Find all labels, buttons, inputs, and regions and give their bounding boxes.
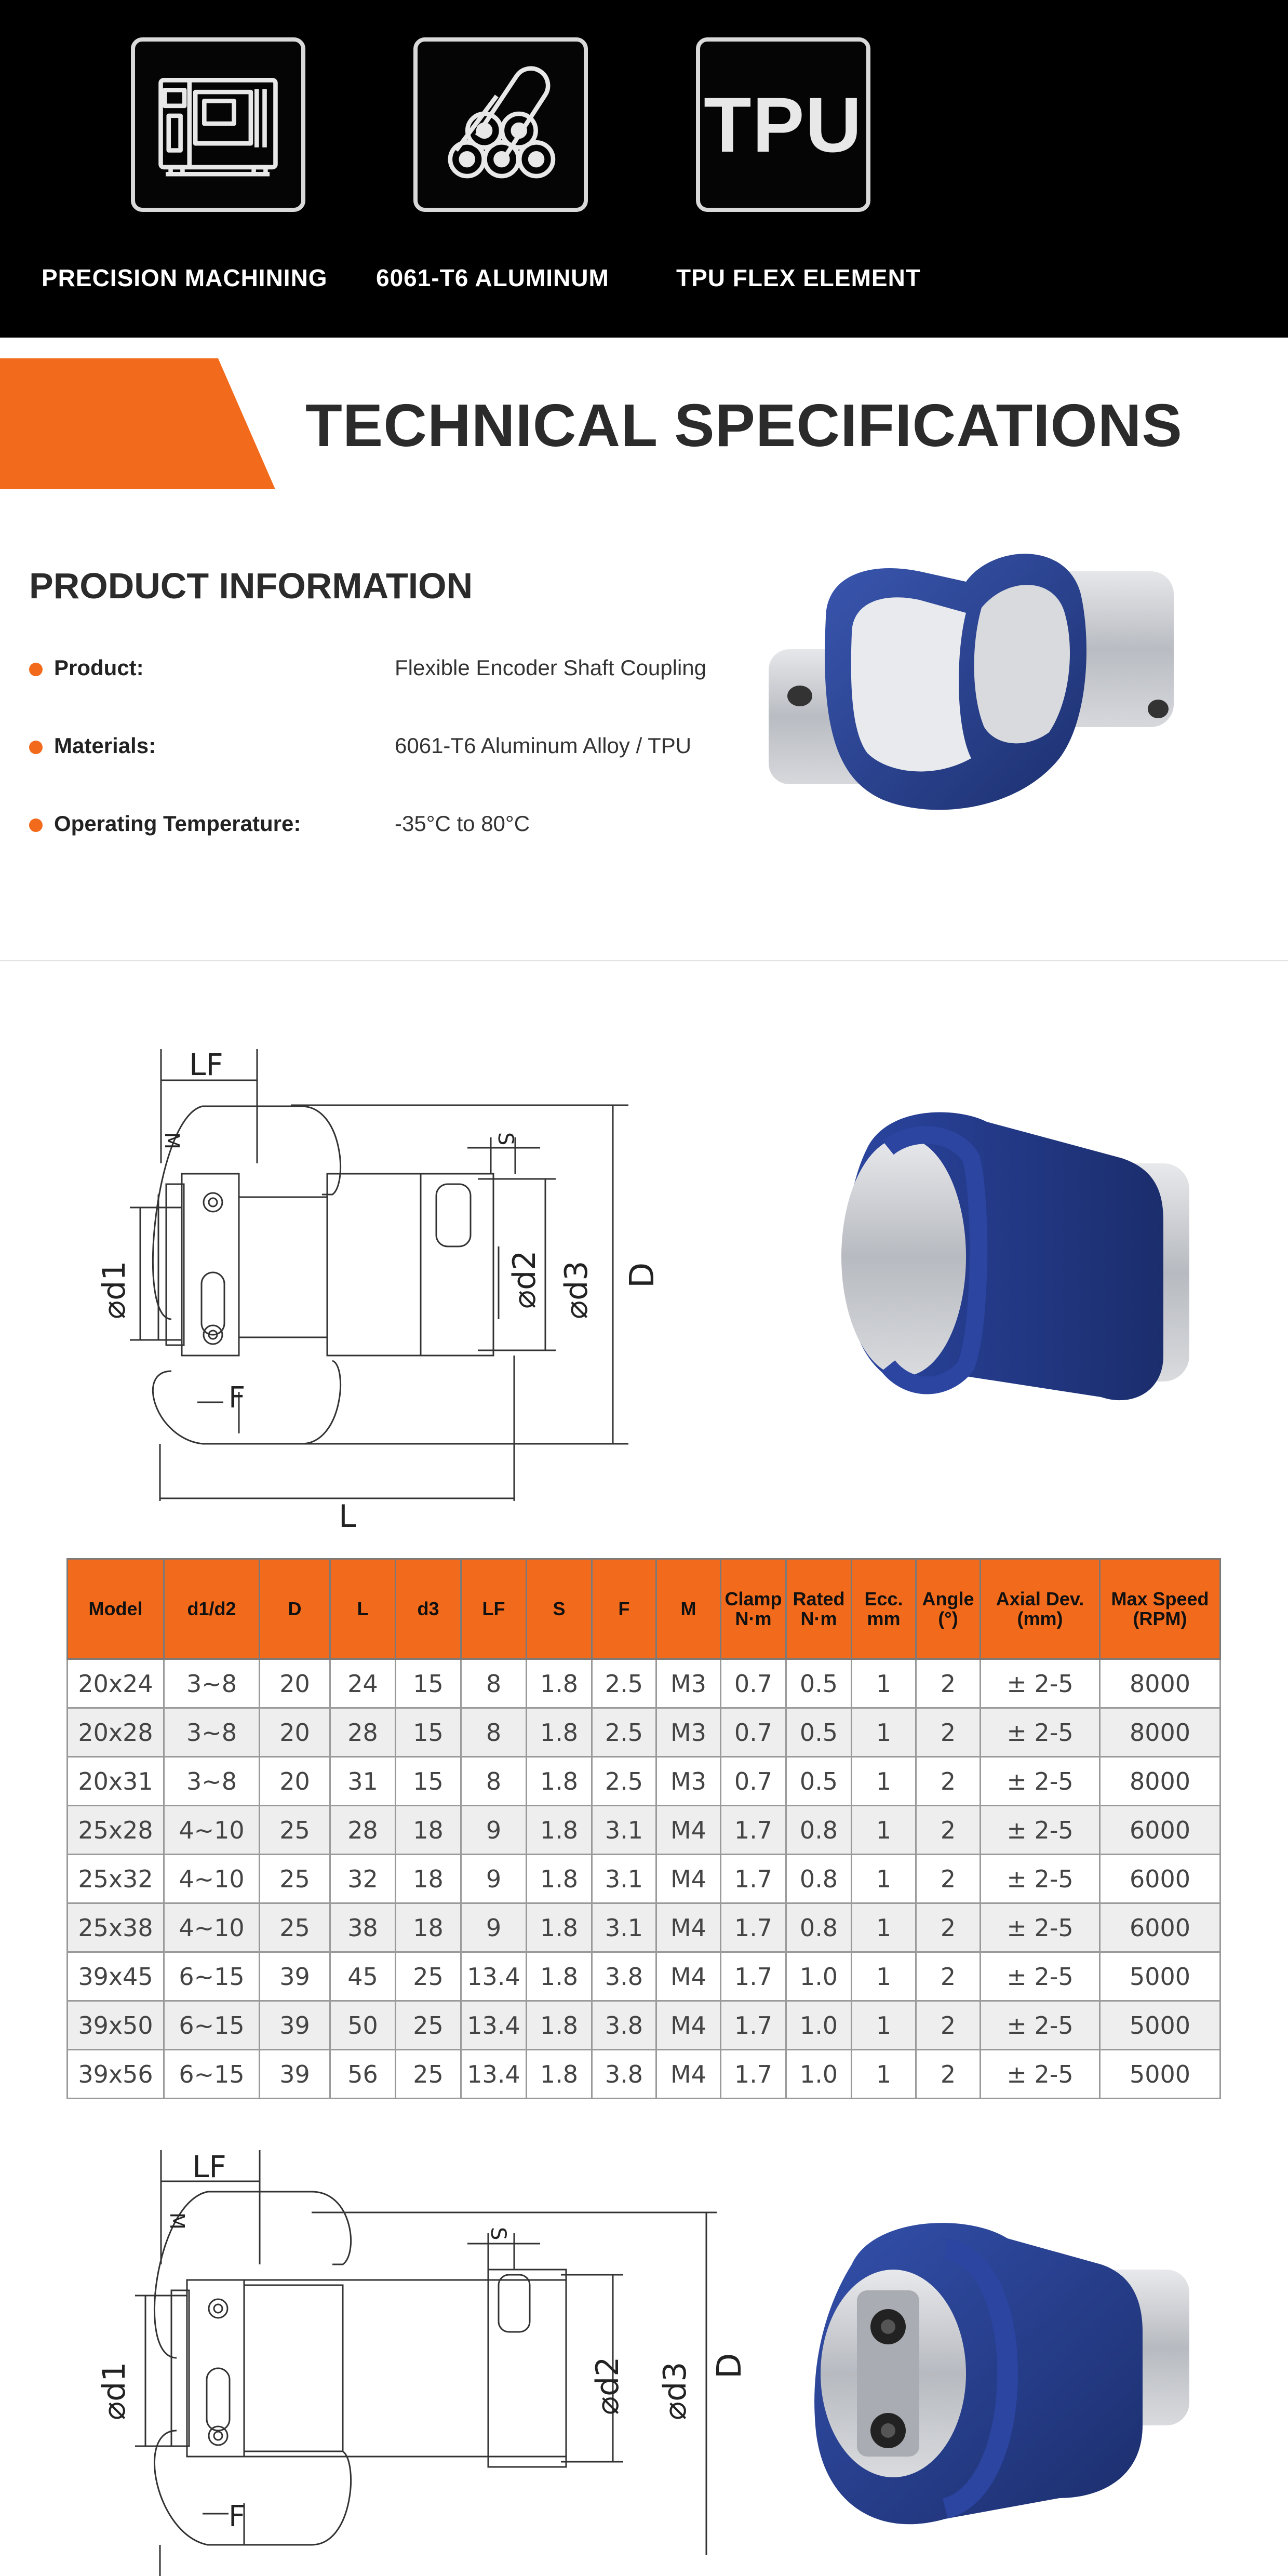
dim-label-m: M [166,2212,189,2230]
table-cell: 1.7 [721,1806,786,1855]
table-cell: 18 [396,1855,461,1903]
col-header: Axial Dev. (mm) [981,1559,1100,1659]
table-cell: ± 2-5 [981,2050,1100,2099]
feature-band [0,0,1288,338]
col-header: Clamp N·m [721,1559,786,1659]
col-header: D [260,1559,330,1659]
table-cell: 2 [916,2001,981,2050]
table-cell: 2 [916,2050,981,2099]
table-cell: 39 [260,2050,330,2099]
table-cell: 1.8 [527,2050,592,2099]
feature-label-machining: PRECISION MACHINING [42,264,328,291]
table-cell: 0.5 [786,1708,852,1757]
aluminum-bars-icon [413,37,588,212]
table-cell: 2 [916,1806,981,1855]
info-value: Flexible Encoder Shaft Coupling [395,655,707,680]
table-cell: ± 2-5 [981,2001,1100,2050]
table-cell: 15 [396,1708,461,1757]
table-cell: 1.0 [786,2001,852,2050]
col-header: Rated N·m [786,1559,852,1659]
table-cell: 39x50 [68,2001,164,2050]
feature-label-aluminum: 6061-T6 ALUMINUM [376,264,609,291]
table-cell: 13.4 [461,1952,527,2001]
table-cell: 28 [330,1708,396,1757]
table-cell: M3 [656,1708,721,1757]
table-cell: M4 [656,1952,721,2001]
table-cell: 1.7 [721,1903,786,1952]
table-cell: 3.8 [592,1952,656,2001]
bullet-icon [29,663,43,676]
table-cell: 25 [396,2001,461,2050]
table-cell: 1.7 [721,2050,786,2099]
table-cell: 9 [461,1903,527,1952]
feature-label-tpu: TPU FLEX ELEMENT [676,264,921,291]
col-header: L [330,1559,396,1659]
table-cell: M4 [656,2001,721,2050]
table-cell: 2 [916,1952,981,2001]
table-cell: 1.8 [527,1952,592,2001]
table-cell: 38 [330,1903,396,1952]
table-cell: 1 [852,1806,916,1855]
table-cell: 3~8 [164,1659,260,1708]
table-cell: 31 [330,1757,396,1806]
table-cell: 8000 [1100,1757,1220,1806]
col-header: F [592,1559,656,1659]
table-row [68,1708,1220,1757]
table-cell: 0.7 [721,1708,786,1757]
table-cell: 25x32 [68,1855,164,1903]
table-cell: 6~15 [164,2050,260,2099]
table-cell: 5000 [1100,2001,1220,2050]
col-header: M [656,1559,721,1659]
section-divider [0,960,1288,961]
dim-label-d2: ⌀d2 [506,1250,543,1309]
col-header: Max Speed (RPM) [1100,1559,1220,1659]
col-header: Ecc. mm [852,1559,916,1659]
table-row [68,2001,1220,2050]
table-cell: 45 [330,1952,396,2001]
table-cell: 1 [852,1757,916,1806]
table-cell: 1.8 [527,1757,592,1806]
table-cell: 3.1 [592,1855,656,1903]
tpu-badge-icon [696,37,870,212]
dim-label-m: M [160,1132,183,1149]
table-cell: 1.0 [786,2050,852,2099]
product-info-heading: PRODUCT INFORMATION [29,566,473,606]
table-cell: 1.8 [527,1659,592,1708]
dim-label-lf: LF [189,1047,223,1082]
table-cell: 4~10 [164,1903,260,1952]
info-row-product [29,651,756,682]
header-accent-tab [0,358,275,489]
table-cell: 13.4 [461,2001,527,2050]
table-row [68,1757,1220,1806]
dim-label-d2: ⌀d2 [589,2356,626,2415]
col-header: d1/d2 [164,1559,260,1659]
table-cell: 6000 [1100,1855,1220,1903]
table-cell: 1 [852,2050,916,2099]
dim-label-d3: ⌀d3 [657,2362,693,2420]
table-cell: 24 [330,1659,396,1708]
table-cell: 39 [260,2001,330,2050]
info-row-temperature [29,807,756,838]
info-value: -35°C to 80°C [395,811,530,836]
table-cell: 2 [916,1708,981,1757]
table-cell: ± 2-5 [981,1708,1100,1757]
table-cell: 0.5 [786,1659,852,1708]
table-cell: 2 [916,1855,981,1903]
dim-label-l: L [339,1498,356,1535]
info-row-materials [29,729,756,760]
table-cell: 20x31 [68,1757,164,1806]
table-cell: 25 [396,2050,461,2099]
table-row [68,1952,1220,2001]
table-cell: 3~8 [164,1757,260,1806]
table-cell: 39 [260,1952,330,2001]
table-row [68,2050,1220,2099]
table-cell: 0.8 [786,1903,852,1952]
technical-drawing-2 [73,2140,758,2576]
table-cell: 1 [852,2001,916,2050]
dim-label-s: S [493,1132,517,1146]
coupling-photo-3 [789,2207,1205,2560]
table-cell: 1.8 [527,1855,592,1903]
table-cell: 13.4 [461,2050,527,2099]
table-cell: M4 [656,1855,721,1903]
table-cell: 5000 [1100,1952,1220,2001]
col-header: LF [461,1559,527,1659]
table-header-row [68,1559,1220,1659]
table-cell: 1.7 [721,1855,786,1903]
spec-table [66,1558,1221,2099]
table-cell: 18 [396,1903,461,1952]
table-row [68,1855,1220,1903]
table-cell: 0.5 [786,1757,852,1806]
table-row [68,1659,1220,1708]
table-cell: 8 [461,1708,527,1757]
table-cell: 28 [330,1806,396,1855]
col-header: Angle (°) [916,1559,981,1659]
dim-label-f: F [229,1381,246,1415]
table-cell: ± 2-5 [981,1952,1100,2001]
table-cell: 20x24 [68,1659,164,1708]
table-cell: 1.7 [721,1952,786,2001]
col-header: Model [68,1559,164,1659]
table-cell: 1.8 [527,2001,592,2050]
table-cell: 2 [916,1757,981,1806]
table-cell: 3.8 [592,2050,656,2099]
table-cell: 1 [852,1659,916,1708]
table-cell: 4~10 [164,1806,260,1855]
table-cell: 32 [330,1855,396,1903]
table-cell: 2 [916,1903,981,1952]
col-header: S [527,1559,592,1659]
table-cell: 20 [260,1659,330,1708]
table-cell: 1.8 [527,1903,592,1952]
table-cell: 8000 [1100,1708,1220,1757]
table-cell: 1 [852,1903,916,1952]
dim-label-lf: LF [192,2149,226,2184]
table-cell: 3.8 [592,2001,656,2050]
table-cell: 25x38 [68,1903,164,1952]
table-cell: 18 [396,1806,461,1855]
table-cell: 20x28 [68,1708,164,1757]
table-cell: M4 [656,1806,721,1855]
table-cell: 8000 [1100,1659,1220,1708]
table-cell: 1.8 [527,1806,592,1855]
table-cell: 2.5 [592,1757,656,1806]
coupling-photo-1 [748,530,1215,883]
table-cell: M3 [656,1659,721,1708]
table-cell: 0.7 [721,1757,786,1806]
table-cell: M3 [656,1757,721,1806]
table-cell: 25 [260,1855,330,1903]
table-cell: 0.8 [786,1806,852,1855]
table-cell: 9 [461,1806,527,1855]
dim-label-d3: ⌀d3 [558,1260,595,1319]
table-cell: 2 [916,1659,981,1708]
dim-label-f: F [229,2500,246,2533]
table-cell: 20 [260,1708,330,1757]
dim-label-s: S [486,2227,510,2240]
dim-label-d-outer: D [710,2353,749,2379]
table-cell: 25 [396,1952,461,2001]
table-cell: 4~10 [164,1855,260,1903]
table-cell: 25x28 [68,1806,164,1855]
table-cell: ± 2-5 [981,1806,1100,1855]
table-cell: 3.1 [592,1903,656,1952]
table-cell: 0.8 [786,1855,852,1903]
table-cell: 1.0 [786,1952,852,2001]
table-cell: 3~8 [164,1708,260,1757]
table-cell: 1 [852,1855,916,1903]
table-cell: 39x45 [68,1952,164,2001]
table-cell: 0.7 [721,1659,786,1708]
table-cell: 5000 [1100,2050,1220,2099]
table-cell: 56 [330,2050,396,2099]
table-cell: M4 [656,1903,721,1952]
coupling-photo-2 [810,1085,1226,1459]
table-cell: 6000 [1100,1806,1220,1855]
table-cell: 9 [461,1855,527,1903]
bullet-icon [29,819,43,832]
table-cell: 50 [330,2001,396,2050]
table-cell: 1.7 [721,2001,786,2050]
table-cell: ± 2-5 [981,1903,1100,1952]
table-cell: M4 [656,2050,721,2099]
dim-label-d-outer: D [623,1262,662,1288]
table-cell: 8 [461,1659,527,1708]
technical-drawing-1 [73,1028,717,1537]
cnc-machine-icon [131,37,305,212]
table-cell: 6000 [1100,1903,1220,1952]
bullet-icon [29,741,43,754]
info-label: Operating Temperature: [54,811,301,836]
table-cell: 6~15 [164,2001,260,2050]
table-row [68,1806,1220,1855]
table-cell: 2.5 [592,1708,656,1757]
table-cell: 8 [461,1757,527,1806]
info-value: 6061-T6 Aluminum Alloy / TPU [395,733,692,758]
table-cell: ± 2-5 [981,1855,1100,1903]
table-cell: 1 [852,1952,916,2001]
table-cell: ± 2-5 [981,1659,1100,1708]
table-cell: 2.5 [592,1659,656,1708]
info-label: Product: [54,655,144,680]
table-cell: 3.1 [592,1806,656,1855]
table-cell: 15 [396,1757,461,1806]
table-row [68,1903,1220,1952]
table-cell: 1 [852,1708,916,1757]
col-header: d3 [396,1559,461,1659]
info-label: Materials: [54,733,156,758]
tpu-badge-text: TPU [704,81,863,168]
table-cell: 25 [260,1903,330,1952]
table-cell: 1.8 [527,1708,592,1757]
table-cell: 6~15 [164,1952,260,2001]
dim-label-d1: ⌀d1 [96,1260,132,1319]
table-cell: 20 [260,1757,330,1806]
dim-label-d1: ⌀d1 [96,2362,132,2420]
table-cell: 15 [396,1659,461,1708]
table-cell: ± 2-5 [981,1757,1100,1806]
table-cell: 25 [260,1806,330,1855]
table-cell: 39x56 [68,2050,164,2099]
section-title: TECHNICAL SPECIFICATIONS [305,392,1183,459]
